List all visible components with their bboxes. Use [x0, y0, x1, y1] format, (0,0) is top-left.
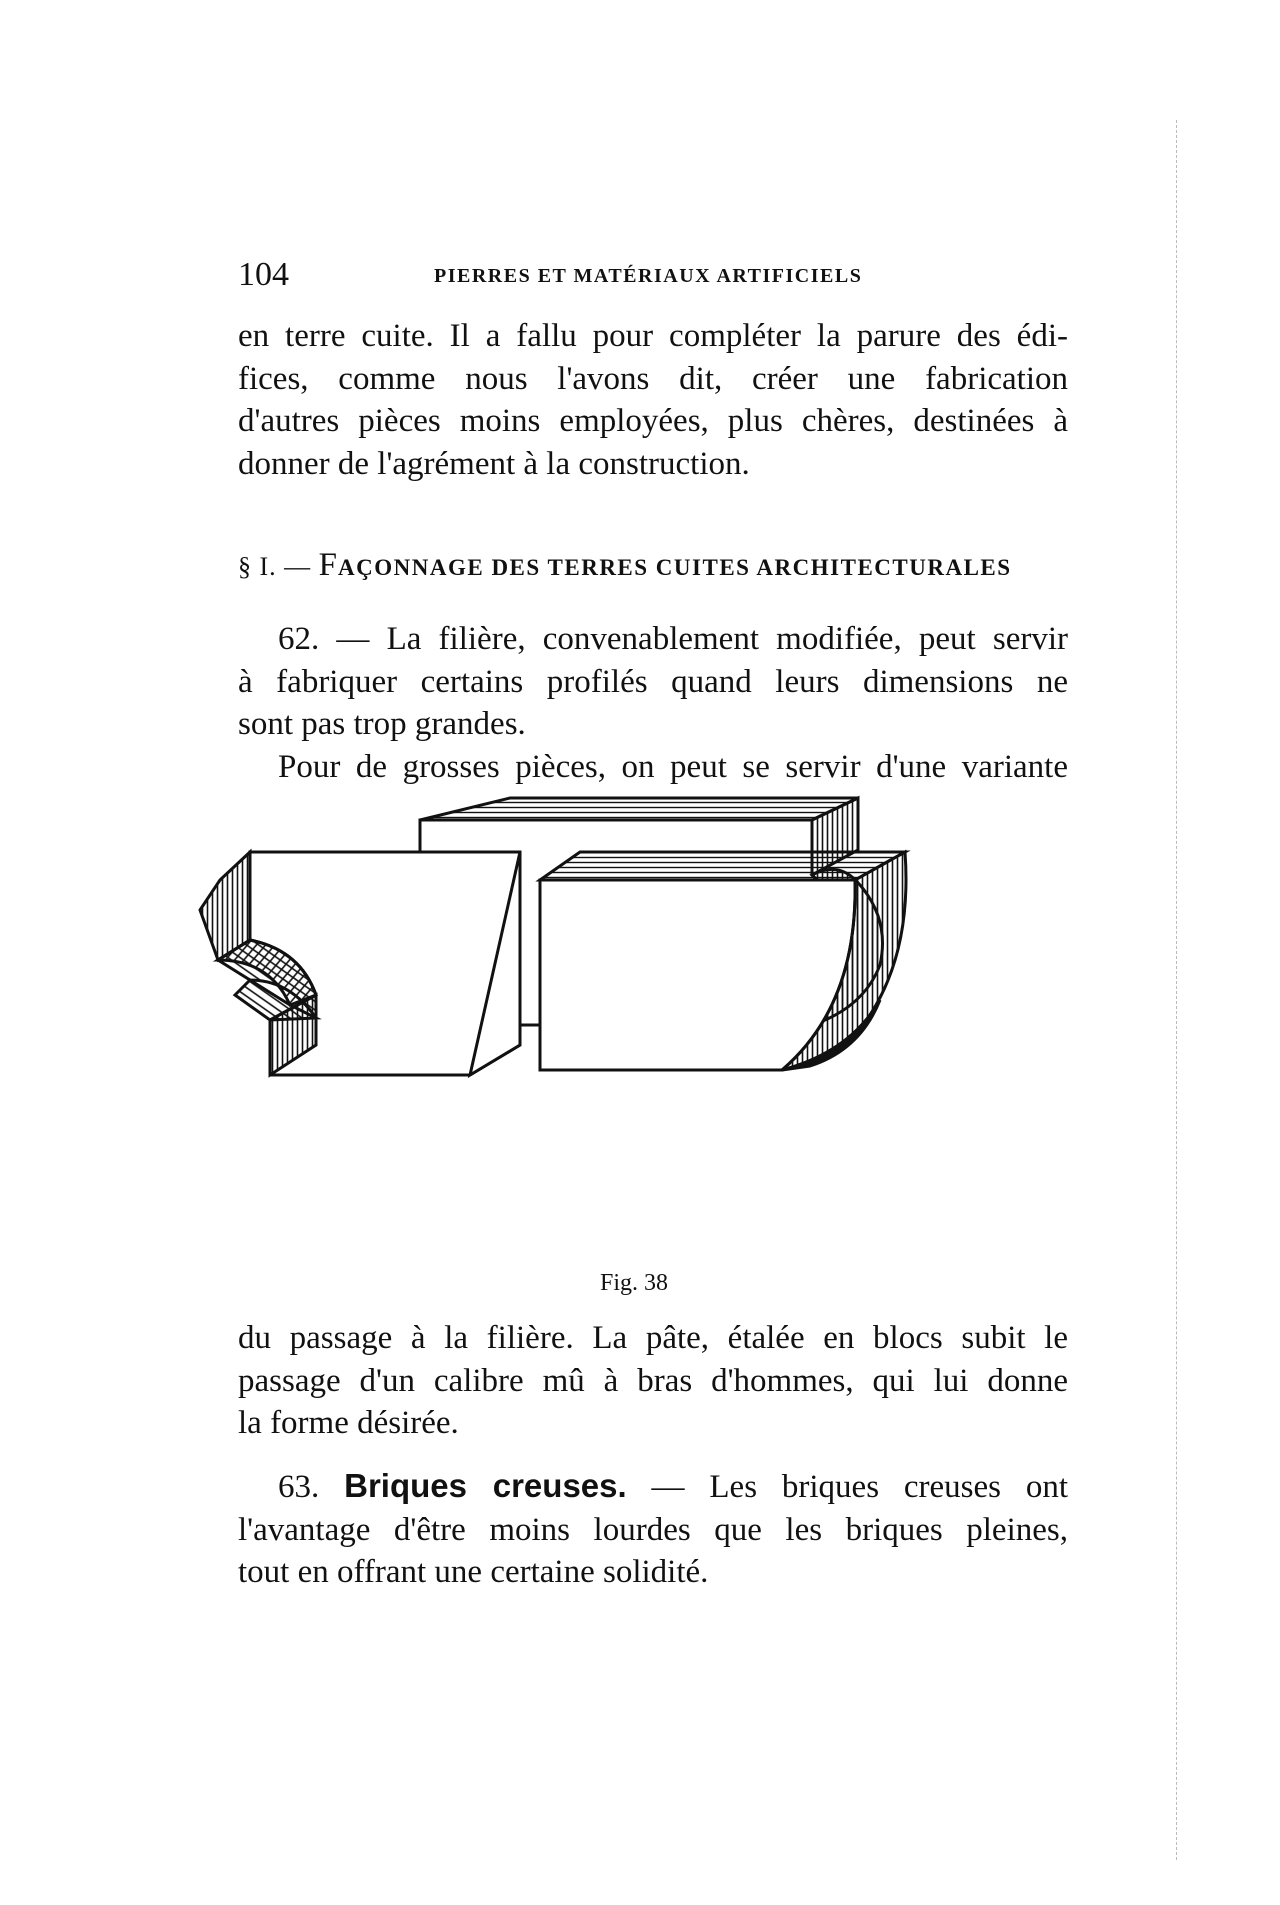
text-line: à fabriquer certains profilés quand leurs dimensions ne	[238, 663, 1068, 700]
figure-38-illustration	[190, 790, 1110, 1310]
terracotta-profiles-drawing	[190, 790, 1110, 1310]
section-heading	[238, 548, 1068, 585]
section-initial: F	[318, 547, 339, 583]
text-line: tout en offrant une certaine solidité.	[238, 1554, 709, 1590]
text-line: passage d'un calibre mû à bras d'hommes, qui lui donne	[238, 1362, 1068, 1399]
running-title: PIERRES ET MATÉRIAUX ARTIFICIELS	[434, 265, 863, 287]
paragraph-62	[238, 618, 1068, 788]
text-line: sont pas trop grandes.	[238, 706, 526, 742]
text-line: en terre cuite. Il a fallu pour compléter la parure des édi-	[238, 318, 1068, 354]
text-line: du passage à la filière. La pâte, étalée en blocs subit le	[238, 1320, 1068, 1356]
text-line: 62. — La filière, convenablement modifiée, peut servir	[278, 621, 1068, 657]
section-mark: § I. —	[238, 552, 312, 581]
page-number: 104	[238, 256, 289, 293]
text-line: d'autres pièces moins employées, plus chères, destinées à	[238, 403, 1068, 439]
page-edge-rule	[1176, 120, 1177, 1860]
bottom-right-profile-block	[540, 852, 906, 1070]
text-fragment: — Les briques creuses ont	[651, 1469, 1069, 1505]
paragraph-62-continued	[238, 1317, 1068, 1445]
paragraph-title: Briques creuses.	[344, 1467, 627, 1504]
text-line: donner de l'agrément à la construction.	[238, 445, 750, 482]
section-title: AÇONNAGE DES TERRES CUITES ARCHITECTURALES	[338, 555, 1012, 580]
text-line	[238, 1465, 1068, 1509]
text-line: la forme désirée.	[238, 1405, 459, 1441]
figure-caption: Fig. 38	[600, 1270, 669, 1296]
paragraph-number: 63.	[278, 1469, 320, 1505]
text-line: fices, comme nous l'avons dit, créer une fabrication	[238, 360, 1068, 397]
paragraph-intro	[238, 315, 1068, 485]
running-header	[238, 255, 1068, 295]
bottom-left-profile-block	[200, 852, 520, 1075]
text-line: Pour de grosses pièces, on peut se servir d'une variante	[278, 748, 1068, 785]
text-line: l'avantage d'être moins lourdes que les briques pleines,	[238, 1511, 1068, 1548]
paragraph-63	[238, 1465, 1068, 1594]
